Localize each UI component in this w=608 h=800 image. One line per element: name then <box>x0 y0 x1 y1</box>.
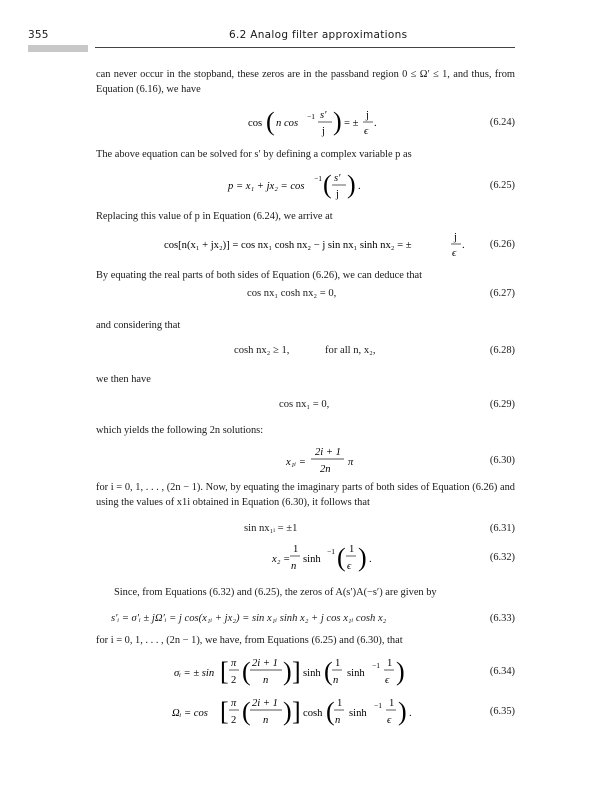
equation-6-30-math <box>96 441 515 481</box>
paragraph-1: can never occur in the stopband, these zeros are in the passband region 0 ≤ Ω′ ≤ 1, and thus, from Equation (6.16), we have <box>96 69 515 95</box>
svg-text:[: [ <box>220 697 229 726</box>
eqnum-6-31: (6.31) <box>489 523 515 534</box>
svg-text:.: . <box>358 181 361 192</box>
svg-text:ϵ: ϵ <box>364 126 369 137</box>
svg-text:π: π <box>231 658 237 669</box>
paragraph-6: we then have <box>96 374 151 385</box>
svg-text:cosh: cosh <box>303 708 323 719</box>
svg-text:1: 1 <box>387 658 393 669</box>
svg-text:(: ( <box>324 657 333 686</box>
svg-text:sinh: sinh <box>347 668 365 679</box>
header-bar <box>28 45 88 52</box>
equation-6-26 <box>96 228 515 268</box>
svg-text:ϵ: ϵ <box>452 248 457 259</box>
svg-text:−1: −1 <box>327 547 335 556</box>
svg-text:1: 1 <box>337 698 343 709</box>
svg-text:n: n <box>335 715 341 726</box>
equation-6-25-math <box>96 165 515 205</box>
svg-text:.: . <box>409 708 412 719</box>
eqnum-6-24: (6.24) <box>489 117 515 128</box>
svg-text:1: 1 <box>293 544 299 555</box>
paragraph-5: and considering that <box>96 320 181 331</box>
equation-6-25 <box>96 165 515 205</box>
equation-6-27 <box>96 285 515 305</box>
equation-6-33 <box>96 607 515 627</box>
eqnum-6-32: (6.32) <box>489 552 515 563</box>
svg-text:): ) <box>396 657 405 686</box>
equation-6-26-math <box>96 228 515 268</box>
paragraph-2: The above equation can be solved for s′ by defining a complex variable p as <box>96 149 412 160</box>
svg-text:2: 2 <box>231 675 237 686</box>
eqnum-6-26: (6.26) <box>489 239 515 250</box>
svg-text:): ) <box>283 697 292 726</box>
svg-text:2i + 1: 2i + 1 <box>252 698 278 709</box>
equation-6-29 <box>96 394 515 414</box>
eqnum-6-34: (6.34) <box>489 666 515 677</box>
svg-text:p = x₁ + jx₂ = cos: p = x₁ + jx₂ = cos <box>228 181 305 192</box>
equation-6-31-math: sin nx₁ᵢ = ±1 <box>244 523 298 534</box>
svg-text:ϵ: ϵ <box>387 715 392 726</box>
svg-text:π: π <box>348 457 354 468</box>
svg-text:x₂ =: x₂ = <box>272 554 291 565</box>
svg-text:2i + 1: 2i + 1 <box>315 447 341 458</box>
paragraph-3: Replacing this value of p in Equation (6.24), we arrive at <box>96 211 333 222</box>
page-number: 355 <box>28 29 49 41</box>
svg-text:−1: −1 <box>372 661 380 670</box>
svg-text:j: j <box>336 189 339 200</box>
svg-text:ϵ: ϵ <box>385 675 390 686</box>
svg-text:]: ] <box>292 697 301 726</box>
svg-text:1: 1 <box>335 658 341 669</box>
eqnum-6-35: (6.35) <box>489 706 515 717</box>
equation-6-28-math: cosh nx₂ ≥ 1, <box>234 345 290 356</box>
running-title: 6.2 Analog filter approximations <box>229 29 408 41</box>
svg-text:j: j <box>454 232 457 243</box>
svg-text:s′: s′ <box>334 173 341 184</box>
equation-6-28-condition: for all n, x₂, <box>325 345 376 356</box>
svg-text:.: . <box>374 118 377 129</box>
svg-text:cos[n(x₁ + jx₂)] = cos nx₁ cos: cos[n(x₁ + jx₂)] = cos nx₁ cosh nx₂ − j sin nx₁ sinh nx₂ = ± <box>164 240 412 251</box>
eqnum-6-30: (6.30) <box>489 455 515 466</box>
eqnum-6-33: (6.33) <box>489 613 515 624</box>
svg-text:1: 1 <box>389 698 395 709</box>
svg-text:ϵ: ϵ <box>347 561 352 572</box>
paragraph-8: for i = 0, 1, . . . , (2n − 1). Now, by equating the imaginary parts of both sides of Equation (6.26) and using the values of x1i obtained in Equation (6.30), it follows that <box>96 482 515 508</box>
svg-text:): ) <box>283 657 292 686</box>
svg-text:sinh: sinh <box>349 708 367 719</box>
eqnum-6-25: (6.25) <box>489 180 515 191</box>
svg-text:π: π <box>231 698 237 709</box>
svg-text:(: ( <box>326 697 335 726</box>
svg-text:(: ( <box>266 107 275 136</box>
equation-6-31 <box>96 520 515 540</box>
equation-6-27-math: cos nx₁ cosh nx₂ = 0, <box>247 288 337 299</box>
header-rule <box>95 47 515 48</box>
svg-text:.: . <box>462 240 465 251</box>
svg-text:2n: 2n <box>320 464 331 475</box>
svg-text:−1: −1 <box>374 701 382 710</box>
paragraph-10: for i = 0, 1, . . . , (2n − 1), we have, from Equations (6.25) and (6.30), that <box>96 635 403 646</box>
svg-text:): ) <box>347 170 356 199</box>
svg-text:[: [ <box>220 657 229 686</box>
paragraph-9: Since, from Equations (6.32) and (6.25), the zeros of A(s′)A(−s′) are given by <box>114 587 437 598</box>
equation-6-24 <box>96 104 515 144</box>
equation-6-35-math <box>96 692 515 732</box>
equation-6-32 <box>96 538 515 578</box>
svg-text:−1: −1 <box>314 174 322 183</box>
svg-text:]: ] <box>292 657 301 686</box>
svg-text:= ±: = ± <box>344 118 359 129</box>
svg-text:2i + 1: 2i + 1 <box>252 658 278 669</box>
equation-6-33-math: s′ᵢ = σ′ᵢ ± jΩ′ᵢ = j cos(x₁ᵢ + jx₂) = sin x₁ᵢ sinh x₂ + j cos x₁ᵢ cosh x₂ <box>111 613 387 624</box>
svg-text:sinh: sinh <box>303 554 321 565</box>
svg-text:s′: s′ <box>320 110 327 121</box>
svg-text:): ) <box>333 107 342 136</box>
svg-text:(: ( <box>337 543 346 572</box>
svg-text:2: 2 <box>231 715 237 726</box>
svg-text:(: ( <box>242 697 251 726</box>
svg-text:n: n <box>263 715 269 726</box>
equation-6-34 <box>96 652 515 692</box>
eqnum-6-27: (6.27) <box>489 288 515 299</box>
svg-text:): ) <box>358 543 367 572</box>
svg-text:cos: cos <box>248 118 263 129</box>
equation-6-32-math <box>96 538 515 578</box>
equation-6-29-math: cos nx₁ = 0, <box>279 399 330 410</box>
svg-text:n: n <box>263 675 269 686</box>
svg-text:1: 1 <box>349 544 355 555</box>
equation-6-28 <box>96 340 515 360</box>
svg-text:sinh: sinh <box>303 668 321 679</box>
equation-6-30 <box>96 441 515 481</box>
eqnum-6-29: (6.29) <box>489 399 515 410</box>
svg-text:Ωᵢ = cos: Ωᵢ = cos <box>172 708 208 719</box>
svg-text:j: j <box>322 126 325 137</box>
svg-text:.: . <box>369 554 372 565</box>
svg-text:σᵢ = ± sin: σᵢ = ± sin <box>174 668 215 679</box>
svg-text:j: j <box>366 110 369 121</box>
paragraph-4: By equating the real parts of both sides of Equation (6.26), we can deduce that <box>96 270 423 281</box>
svg-text:n: n <box>333 675 339 686</box>
svg-text:(: ( <box>323 170 332 199</box>
svg-text:): ) <box>398 697 407 726</box>
svg-text:n: n <box>291 561 297 572</box>
paragraph-7: which yields the following 2n solutions: <box>96 425 264 436</box>
svg-text:n cos: n cos <box>276 118 299 129</box>
svg-text:(: ( <box>242 657 251 686</box>
eqnum-6-28: (6.28) <box>489 345 515 356</box>
equation-6-35 <box>96 692 515 732</box>
equation-6-24-math <box>96 104 515 144</box>
svg-text:x₁ᵢ =: x₁ᵢ = <box>286 457 306 468</box>
equation-6-34-math <box>96 652 515 692</box>
svg-text:−1: −1 <box>307 112 315 121</box>
